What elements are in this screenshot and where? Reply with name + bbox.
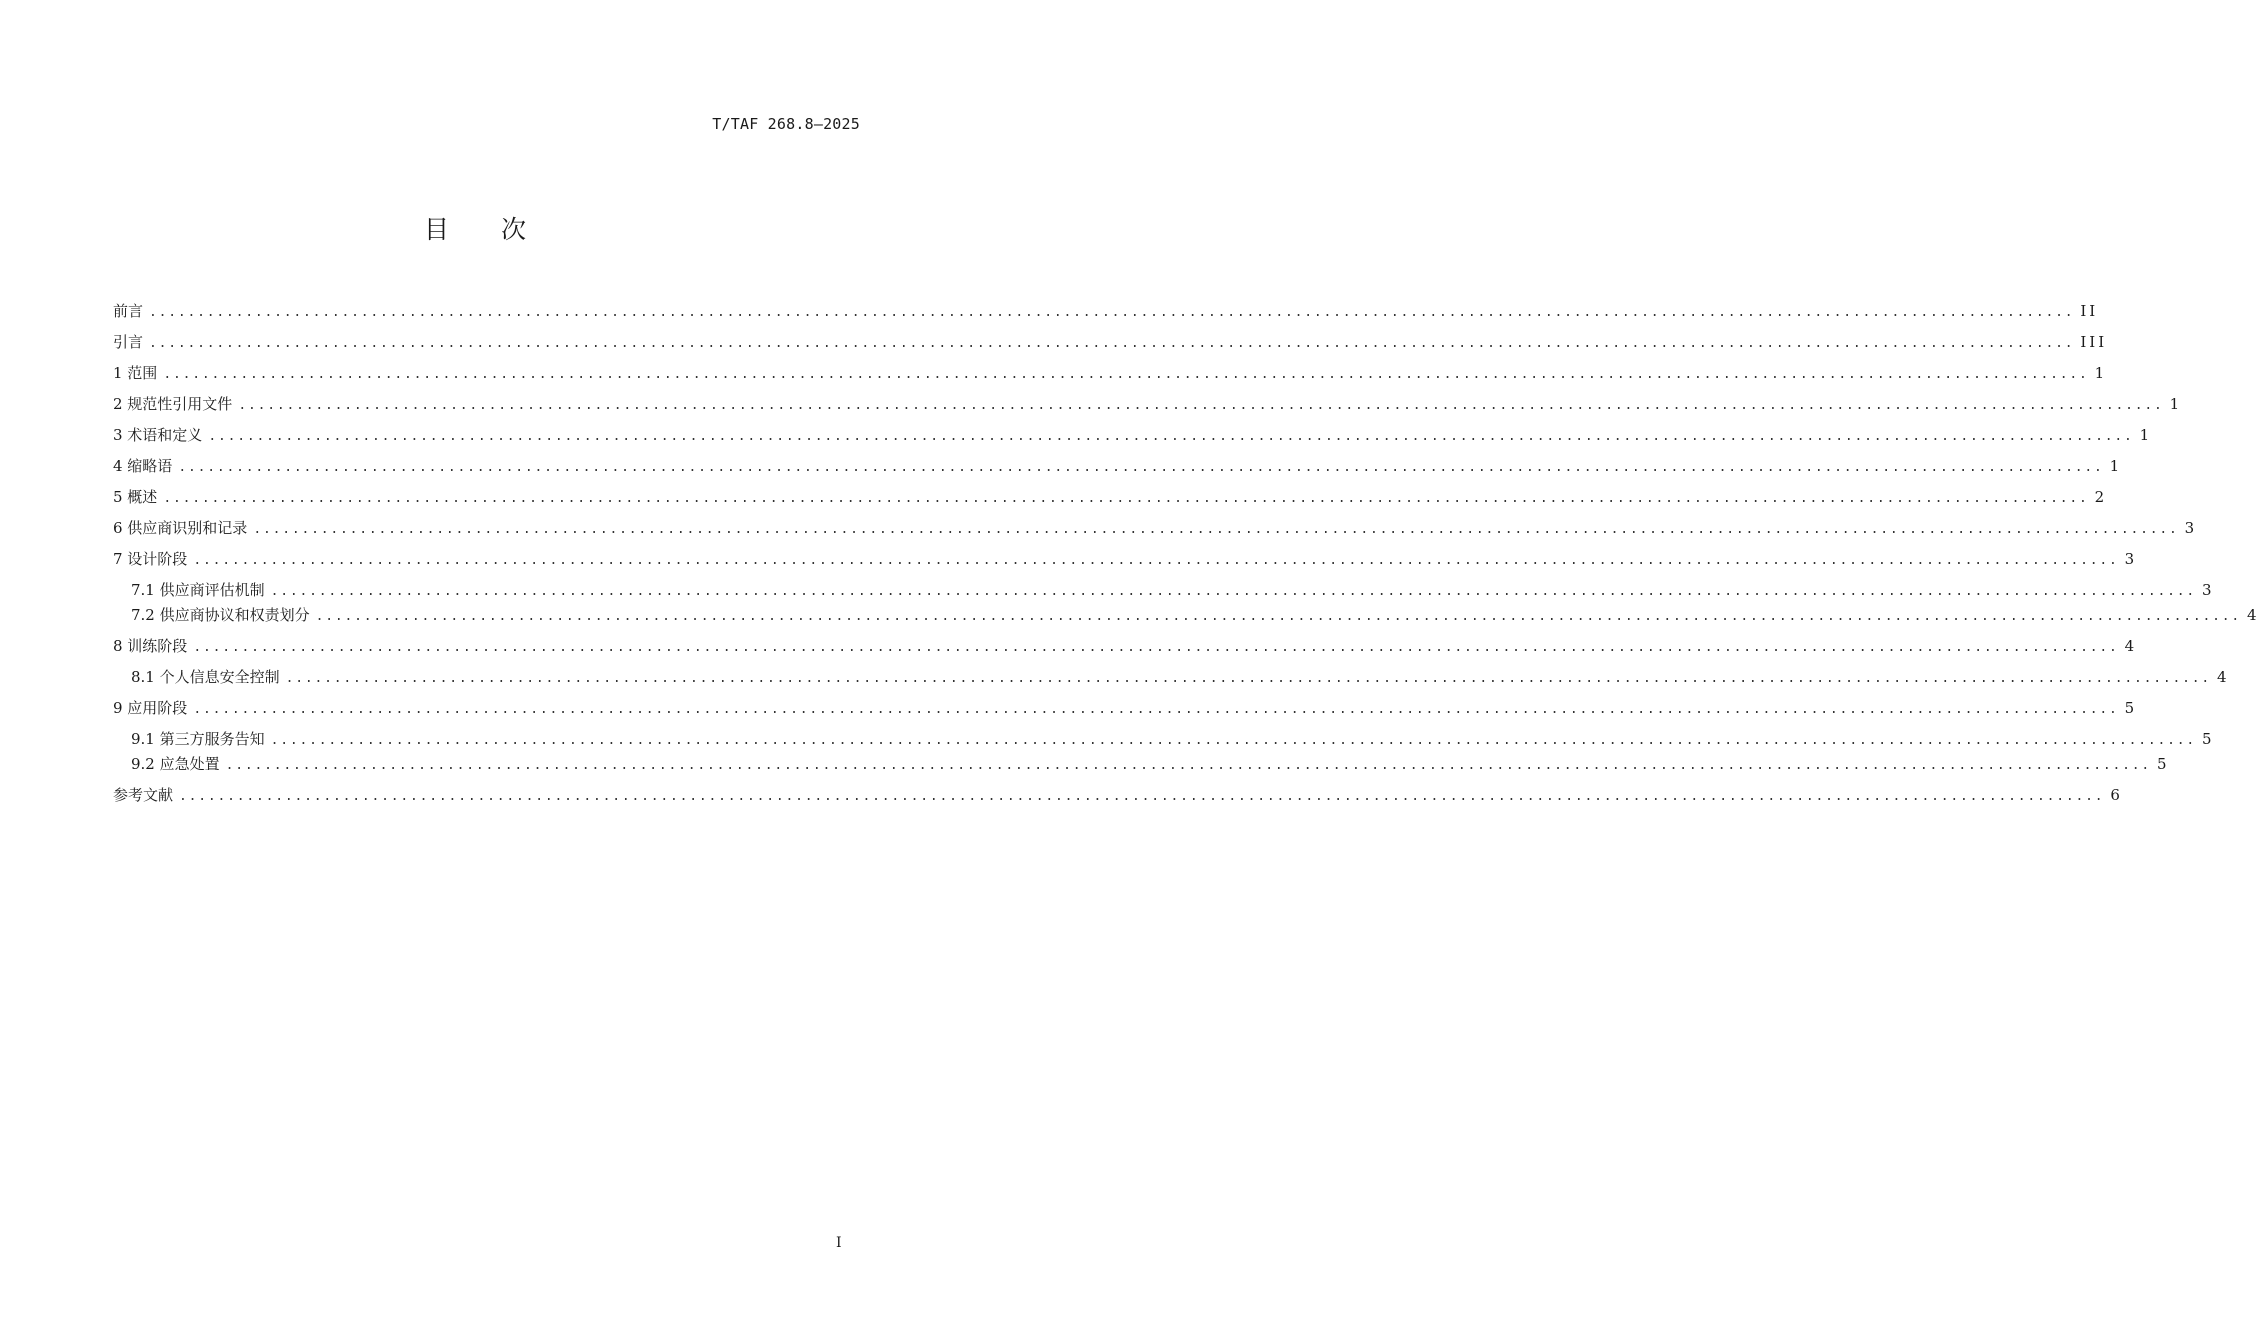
toc-entry-page: 5 [2156,755,2170,773]
toc-entry-bibliography[interactable] [113,784,2123,806]
toc-entry-supplier-agreement[interactable] [131,604,2260,626]
toc-entry-page: 5 [2201,730,2215,748]
toc-entry-page: 4 [2124,637,2138,655]
toc-entry-normative-references[interactable] [113,393,2183,415]
dot-leader: ........................................................................................................................................................................................................ [149,336,2075,351]
toc-entry-label: 9.1 第三方服务告知 [131,730,265,748]
toc-entry-supplier-identification[interactable] [113,517,2198,539]
toc-entry-page: 1 [2094,364,2108,382]
toc-entry-page: 4 [2216,668,2230,686]
toc-entry-terms-definitions[interactable] [113,424,2153,446]
dot-leader: ........................................................................................................................................................................................................ [208,429,2134,444]
dot-leader: ........................................................................................................................................................................................................ [285,671,2211,686]
toc-entry-label: 9 应用阶段 [113,699,188,717]
toc-entry-label: 3 术语和定义 [113,426,203,444]
toc-entry-label: 7.2 供应商协议和权责划分 [131,606,310,624]
toc-entry-label: 8.1 个人信息安全控制 [131,668,280,686]
toc-entry-foreword[interactable] [113,300,2099,322]
dot-leader: ........................................................................................................................................................................................................ [178,460,2104,475]
toc-entry-emergency-response[interactable] [131,753,2170,775]
toc-entry-page: II [2080,302,2099,320]
dot-leader: ........................................................................................................................................................................................................ [163,491,2089,506]
toc-entry-label: 7.1 供应商评估机制 [131,581,265,599]
toc-entry-training-phase[interactable] [113,635,2138,657]
toc-entry-third-party-notice[interactable] [131,728,2215,750]
toc-entry-page: 4 [2246,606,2260,624]
dot-leader: ........................................................................................................................................................................................................ [179,789,2105,804]
toc-entry-label: 7 设计阶段 [113,550,188,568]
toc-entry-supplier-evaluation[interactable] [131,579,2215,601]
toc-entry-label: 参考文献 [113,786,174,804]
toc-entry-page: 3 [2201,581,2215,599]
toc-entry-label: 9.2 应急处置 [131,755,220,773]
toc-entry-page: 3 [2184,519,2198,537]
toc-entry-label: 引言 [113,333,144,351]
toc-title: 目次 [423,215,578,244]
dot-leader: ........................................................................................................................................................................................................ [270,584,2196,599]
document-code: T/TAF 268.8—2025 [712,115,860,133]
dot-leader: ........................................................................................................................................................................................................ [315,609,2241,624]
dot-leader: ........................................................................................................................................................................................................ [225,758,2151,773]
toc-entry-label: 2 规范性引用文件 [113,395,233,413]
dot-leader: ........................................................................................................................................................................................................ [270,733,2196,748]
dot-leader: ........................................................................................................................................................................................................ [149,305,2075,320]
toc-entry-label: 8 训练阶段 [113,637,188,655]
toc-entry-page: 1 [2109,457,2123,475]
dot-leader: ........................................................................................................................................................................................................ [163,367,2089,382]
toc-entry-label: 5 概述 [113,488,158,506]
toc-entry-page: 2 [2094,488,2108,506]
dot-leader: ........................................................................................................................................................................................................ [238,398,2164,413]
dot-leader: ........................................................................................................................................................................................................ [193,702,2119,717]
toc-entry-overview[interactable] [113,486,2108,508]
toc-entry-application-phase[interactable] [113,697,2138,719]
page-number: I [836,1235,842,1251]
dot-leader: ........................................................................................................................................................................................................ [193,640,2119,655]
toc-entry-label: 6 供应商识别和记录 [113,519,248,537]
toc-entry-page: 1 [2169,395,2183,413]
toc-entry-page: 6 [2110,786,2123,804]
toc-entry-page: 1 [2139,426,2153,444]
dot-leader: ........................................................................................................................................................................................................ [193,553,2119,568]
toc-entry-personal-info-security[interactable] [131,666,2230,688]
toc-entry-label: 4 缩略语 [113,457,173,475]
toc-entry-abbreviations[interactable] [113,455,2123,477]
toc-entry-design-phase[interactable] [113,548,2138,570]
toc-entry-scope[interactable] [113,362,2108,384]
toc-entry-page: 5 [2124,699,2138,717]
toc-entry-introduction[interactable] [113,331,2108,353]
toc-entry-page: 3 [2124,550,2138,568]
toc-entry-label: 1 范围 [113,364,158,382]
toc-entry-page: III [2080,333,2108,351]
dot-leader: ........................................................................................................................................................................................................ [253,522,2179,537]
toc-entry-label: 前言 [113,302,144,320]
